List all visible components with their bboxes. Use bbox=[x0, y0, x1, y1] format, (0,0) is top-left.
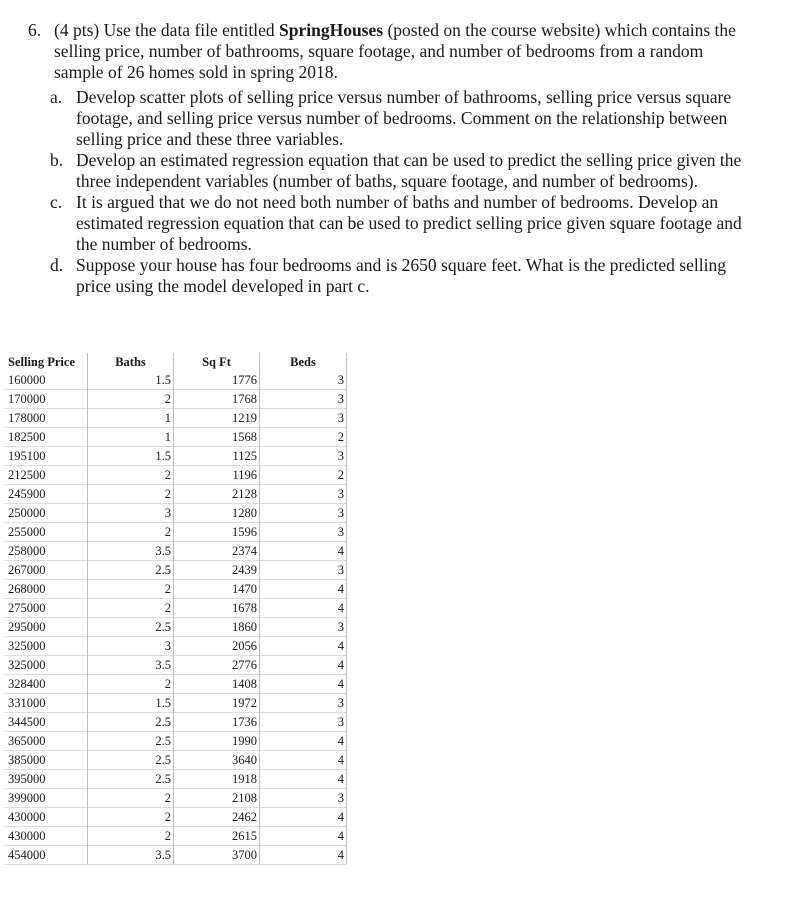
question-number: 6. bbox=[28, 20, 42, 40]
header-baths: Baths bbox=[88, 353, 174, 371]
question-part-a bbox=[50, 87, 748, 150]
cell-beds: 4 bbox=[260, 770, 347, 789]
cell-baths: 2.5 bbox=[88, 751, 174, 770]
cell-sq-ft: 2056 bbox=[174, 637, 260, 656]
cell-beds: 4 bbox=[260, 542, 347, 561]
cell-beds: 4 bbox=[260, 751, 347, 770]
cell-baths: 1.5 bbox=[88, 694, 174, 713]
cell-selling-price: 328400 bbox=[4, 675, 88, 694]
cell-sq-ft: 1568 bbox=[174, 428, 260, 447]
table-body bbox=[4, 371, 347, 865]
question-parts bbox=[50, 87, 748, 297]
cell-baths: 2 bbox=[88, 789, 174, 808]
cell-selling-price: 454000 bbox=[4, 846, 88, 865]
cell-selling-price: 160000 bbox=[4, 371, 88, 390]
cell-beds: 2 bbox=[260, 466, 347, 485]
cell-selling-price: 255000 bbox=[4, 523, 88, 542]
cell-sq-ft: 3640 bbox=[174, 751, 260, 770]
dataset-name: SpringHouses bbox=[279, 20, 384, 40]
cell-baths: 3 bbox=[88, 637, 174, 656]
cell-sq-ft: 1470 bbox=[174, 580, 260, 599]
intro-suffix: (posted on the course website) which contains the selling price, number of bathrooms, square footage, and number of bedrooms from a random sample of 26 homes sold in spring 2018. bbox=[54, 20, 736, 82]
cell-baths: 2.5 bbox=[88, 561, 174, 580]
part-text: Suppose your house has four bedrooms and is 2650 square feet. What is the predicted selling price using the model developed in part c. bbox=[76, 255, 726, 296]
cell-beds: 3 bbox=[260, 713, 347, 732]
header-beds: Beds bbox=[260, 353, 347, 371]
table-row bbox=[4, 580, 347, 599]
cell-sq-ft: 2615 bbox=[174, 827, 260, 846]
cell-beds: 3 bbox=[260, 485, 347, 504]
table-row bbox=[4, 637, 347, 656]
intro-prefix: (4 pts) Use the data file entitled bbox=[54, 20, 279, 40]
part-letter: a. bbox=[50, 87, 63, 107]
cell-selling-price: 268000 bbox=[4, 580, 88, 599]
table-row bbox=[4, 675, 347, 694]
cell-sq-ft: 2128 bbox=[174, 485, 260, 504]
table-row bbox=[4, 808, 347, 827]
cell-sq-ft: 2439 bbox=[174, 561, 260, 580]
cell-sq-ft: 1990 bbox=[174, 732, 260, 751]
cell-beds: 3 bbox=[260, 371, 347, 390]
table-row bbox=[4, 751, 347, 770]
table-row bbox=[4, 656, 347, 675]
cell-baths: 2 bbox=[88, 466, 174, 485]
table-row bbox=[4, 466, 347, 485]
cell-baths: 2 bbox=[88, 675, 174, 694]
cell-sq-ft: 1918 bbox=[174, 770, 260, 789]
cell-sq-ft: 2776 bbox=[174, 656, 260, 675]
cell-beds: 3 bbox=[260, 390, 347, 409]
cell-selling-price: 258000 bbox=[4, 542, 88, 561]
cell-sq-ft: 1408 bbox=[174, 675, 260, 694]
cell-baths: 2 bbox=[88, 523, 174, 542]
header-selling-price: Selling Price bbox=[4, 353, 88, 371]
table-row bbox=[4, 618, 347, 637]
cell-baths: 2 bbox=[88, 808, 174, 827]
cell-selling-price: 295000 bbox=[4, 618, 88, 637]
cell-beds: 4 bbox=[260, 675, 347, 694]
cell-selling-price: 182500 bbox=[4, 428, 88, 447]
cell-beds: 4 bbox=[260, 732, 347, 751]
table-row bbox=[4, 561, 347, 580]
cell-selling-price: 325000 bbox=[4, 656, 88, 675]
table-row bbox=[4, 770, 347, 789]
cell-sq-ft: 1596 bbox=[174, 523, 260, 542]
table-row bbox=[4, 827, 347, 846]
cell-sq-ft: 1768 bbox=[174, 390, 260, 409]
cell-selling-price: 395000 bbox=[4, 770, 88, 789]
cell-beds: 2 bbox=[260, 428, 347, 447]
table-row bbox=[4, 390, 347, 409]
cell-sq-ft: 1196 bbox=[174, 466, 260, 485]
cell-sq-ft: 1736 bbox=[174, 713, 260, 732]
cell-selling-price: 178000 bbox=[4, 409, 88, 428]
table-row bbox=[4, 542, 347, 561]
cell-sq-ft: 1219 bbox=[174, 409, 260, 428]
cell-sq-ft: 2108 bbox=[174, 789, 260, 808]
header-sq-ft: Sq Ft bbox=[174, 353, 260, 371]
cell-baths: 1 bbox=[88, 428, 174, 447]
cell-baths: 1.5 bbox=[88, 371, 174, 390]
cell-baths: 3.5 bbox=[88, 542, 174, 561]
question-part-c bbox=[50, 192, 748, 255]
cell-baths: 1 bbox=[88, 409, 174, 428]
table-row bbox=[4, 504, 347, 523]
cell-baths: 2.5 bbox=[88, 618, 174, 637]
part-letter: d. bbox=[50, 255, 64, 275]
cell-selling-price: 325000 bbox=[4, 637, 88, 656]
cell-beds: 3 bbox=[260, 447, 347, 466]
cell-sq-ft: 1776 bbox=[174, 371, 260, 390]
part-letter: b. bbox=[50, 150, 64, 170]
cell-selling-price: 250000 bbox=[4, 504, 88, 523]
cell-selling-price: 245900 bbox=[4, 485, 88, 504]
question-part-d bbox=[50, 255, 748, 297]
cell-beds: 4 bbox=[260, 656, 347, 675]
cell-beds: 3 bbox=[260, 523, 347, 542]
part-text: Develop scatter plots of selling price versus number of bathrooms, selling price versus square footage, and selling price versus number of bedrooms. Comment on the relationship between selling price and these three variables. bbox=[76, 87, 732, 149]
table-row bbox=[4, 485, 347, 504]
cell-sq-ft: 1972 bbox=[174, 694, 260, 713]
cell-beds: 3 bbox=[260, 694, 347, 713]
cell-selling-price: 195100 bbox=[4, 447, 88, 466]
question-header bbox=[28, 20, 748, 83]
cell-beds: 4 bbox=[260, 637, 347, 656]
cell-selling-price: 331000 bbox=[4, 694, 88, 713]
question-block bbox=[28, 20, 748, 297]
cell-beds: 3 bbox=[260, 561, 347, 580]
cell-beds: 4 bbox=[260, 808, 347, 827]
cell-sq-ft: 1280 bbox=[174, 504, 260, 523]
question-intro bbox=[54, 20, 748, 83]
cell-sq-ft: 3700 bbox=[174, 846, 260, 865]
cell-beds: 4 bbox=[260, 827, 347, 846]
cell-selling-price: 267000 bbox=[4, 561, 88, 580]
table-row bbox=[4, 694, 347, 713]
part-text: Develop an estimated regression equation that can be used to predict the selling price given the three independent variables (number of baths, square footage, and number of bedrooms). bbox=[76, 150, 742, 191]
table-row bbox=[4, 789, 347, 808]
table-row bbox=[4, 599, 347, 618]
cell-selling-price: 430000 bbox=[4, 808, 88, 827]
cell-baths: 2 bbox=[88, 580, 174, 599]
cell-selling-price: 344500 bbox=[4, 713, 88, 732]
cell-baths: 3.5 bbox=[88, 846, 174, 865]
question-part-b bbox=[50, 150, 748, 192]
cell-selling-price: 399000 bbox=[4, 789, 88, 808]
cell-beds: 4 bbox=[260, 846, 347, 865]
cell-selling-price: 430000 bbox=[4, 827, 88, 846]
cell-selling-price: 275000 bbox=[4, 599, 88, 618]
part-text: It is argued that we do not need both number of baths and number of bedrooms. Develop an estimated regression equation that can be used to predict selling price given square footage and the number of bedrooms. bbox=[76, 192, 742, 254]
cell-baths: 2 bbox=[88, 390, 174, 409]
cell-baths: 3.5 bbox=[88, 656, 174, 675]
cell-beds: 3 bbox=[260, 504, 347, 523]
cell-baths: 2.5 bbox=[88, 713, 174, 732]
cell-beds: 3 bbox=[260, 789, 347, 808]
table-row bbox=[4, 371, 347, 390]
cell-sq-ft: 2374 bbox=[174, 542, 260, 561]
cell-beds: 4 bbox=[260, 599, 347, 618]
cell-baths: 2 bbox=[88, 827, 174, 846]
table-row bbox=[4, 846, 347, 865]
table-row bbox=[4, 732, 347, 751]
cell-selling-price: 212500 bbox=[4, 466, 88, 485]
cell-sq-ft: 1125 bbox=[174, 447, 260, 466]
cell-beds: 4 bbox=[260, 580, 347, 599]
cell-baths: 2.5 bbox=[88, 732, 174, 751]
cell-selling-price: 365000 bbox=[4, 732, 88, 751]
cell-baths: 1.5 bbox=[88, 447, 174, 466]
cell-beds: 3 bbox=[260, 618, 347, 637]
cell-baths: 3 bbox=[88, 504, 174, 523]
table-header-row bbox=[4, 353, 347, 371]
cell-baths: 2.5 bbox=[88, 770, 174, 789]
cell-selling-price: 170000 bbox=[4, 390, 88, 409]
cell-baths: 2 bbox=[88, 599, 174, 618]
cell-baths: 2 bbox=[88, 485, 174, 504]
table-row bbox=[4, 447, 347, 466]
houses-data-table bbox=[4, 353, 347, 865]
table-row bbox=[4, 409, 347, 428]
table-row bbox=[4, 428, 347, 447]
cell-sq-ft: 1860 bbox=[174, 618, 260, 637]
cell-beds: 3 bbox=[260, 409, 347, 428]
cell-selling-price: 385000 bbox=[4, 751, 88, 770]
cell-sq-ft: 1678 bbox=[174, 599, 260, 618]
table-row bbox=[4, 523, 347, 542]
table-row bbox=[4, 713, 347, 732]
part-letter: c. bbox=[50, 192, 63, 212]
cell-sq-ft: 2462 bbox=[174, 808, 260, 827]
